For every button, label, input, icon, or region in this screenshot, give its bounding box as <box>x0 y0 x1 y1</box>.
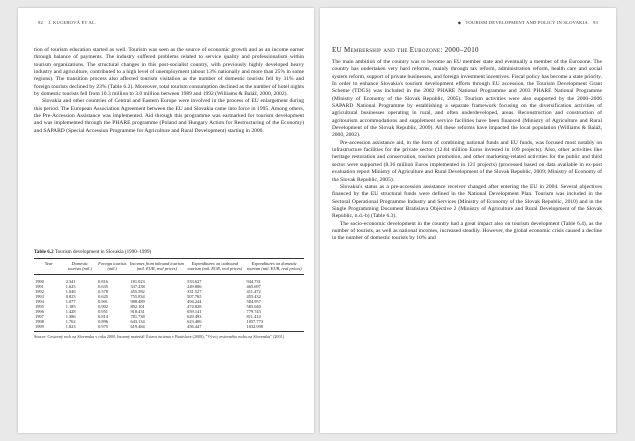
left-body-text <box>34 47 304 135</box>
table-cell: 0.635 <box>98 283 108 289</box>
table-header-outbound-expenditure: Expenditures on outbound tourism (mil. EUR, real prices) <box>185 259 244 275</box>
tourism-table-block <box>34 249 304 339</box>
table-row <box>34 324 304 332</box>
table-cell: 465.697 <box>246 283 261 289</box>
table-cell: 0.902 <box>98 303 108 309</box>
right-paragraph-4: The socio-economic development in the country had a great impact also on tourism development (Table 6.4), as the number of tourists, as well as national incomes, increased steadily. However, the global economic crisis caused a decline in the number of domestic tourists by 10% and <box>332 220 602 242</box>
right-paragraph-2: Pre-accession assistance aid, in the form of combining national funds and EU funds, was focused most notably on infrastructure facilities for the private sector (12.84 million Euros invested in 109 projects). Also, other activities like heritage restoration and conservation, tourism promotion, and other marketing-related activities for the public and third sector were supported (8.36 million Euros implemented in 121 projects) (processed based on data available in ex-post evaluation report Ministry of Agriculture and Rural Development of the Slovak Republic, 2009; Ministry of Economy of the Slovak Republic, 2005). <box>332 139 602 183</box>
running-head-right-text: TOURISM DEVELOPMENT AND POLICY IN SLOVAKIA <box>465 20 588 25</box>
table-cell: 0.814 <box>98 313 108 319</box>
table-cell: 455.582 <box>130 288 145 294</box>
table-cell: 337.238 <box>130 283 145 289</box>
table-cell: 1996 <box>35 308 44 314</box>
table-caption-label: Table 6.2 <box>34 249 54 255</box>
table-header-domestic: Domestic tourists (mil.) <box>64 259 96 275</box>
table-source: Source: Cestovný ruch na Slovensku v roku 2000. Inczený materiál Ústavu turizmu v Bratislave (2000); "Vývoj cestovného ruchu na Slovensku" (2001) <box>34 333 284 339</box>
table-cell: 1.823 <box>64 324 96 332</box>
right-paragraph-3: Slovakia's status as a pre-accession assistance receiver changed after entering the EU in 2004. Several objectives financed by the EU structural funds were defined in the National Development Plan. Tourism was included in the Sectoral Operational Programme Industry and Services (Ministry of Economy of the Slovak Republic, 2010) and in the Single Programming Document Bratislava Objective 2 (Ministry of Agriculture and Rural Development of the Slovak Republic, n.d.-b) (Table 6.3). <box>332 183 602 220</box>
table-cell: 1998 <box>35 318 44 324</box>
left-paragraph-2: Slovakia and other countries of Central and Eastern Europe were involved in the process of EU enlargement during this period. The European Association Agreement between the EU and Slovakia came into force in 1995. Among others, the Pre-Accession Assistance was implemented. Aid through this programme was earmarked for tourism development and was implemented through the PHARE programme (Poland and Hungary Action for Restructuring of the Economy) and SAPARD (Special Accession Programme for Agriculture and Rural Development) starting in 2000. <box>34 98 304 134</box>
table-cell: 0.901 <box>98 298 108 304</box>
bullet-icon: ◆ <box>457 20 462 25</box>
table-cell: 1.185 <box>65 303 76 309</box>
table-cell: 1.077 <box>65 298 76 304</box>
table-row <box>34 274 304 284</box>
table-caption-text: Tourism development in Slovakia (1990–1999) <box>54 249 152 255</box>
section-heading: EU Membership and the Eurozone: 2000–2010 <box>332 46 479 54</box>
table-cell: 1.386 <box>65 313 76 319</box>
table-cell: 1992 <box>35 288 44 294</box>
table-cell: 533.627 <box>187 278 202 284</box>
table-cell: 811.414 <box>246 313 261 319</box>
table-cell: 0.816 <box>98 278 108 284</box>
table-cell: 781.738 <box>130 313 145 319</box>
table-header-domestic-expenditure: Expenditures on domestic tourism (mil. EUR, real prices) <box>245 259 304 275</box>
table-header-inbound-income: Incomes from inbound tourism (mil. EUR, real prices) <box>128 259 185 275</box>
table-cell: 1990 <box>35 278 44 284</box>
table-cell: 474.828 <box>187 303 202 309</box>
table-cell: 629.493 <box>187 313 202 319</box>
table-cell: 1991 <box>35 283 44 289</box>
table-cell: 1993 <box>35 293 44 299</box>
table-cell: 494.244 <box>187 298 202 304</box>
table-cell: 643.134 <box>130 318 145 324</box>
table-cell: 892.101 <box>130 303 145 309</box>
page-number-right: 93 <box>593 20 598 25</box>
table-cell: 411.472 <box>246 288 261 294</box>
table-cell: 0.975 <box>96 324 128 332</box>
table-cell: 1999 <box>34 324 64 332</box>
table-header-foreign: Foreign tourists (mil.) <box>96 259 128 275</box>
table-cell: 659.141 <box>187 308 202 314</box>
table-header-year: Year <box>34 259 64 275</box>
table-cell: 988.489 <box>130 298 145 304</box>
table-cell: 331.527 <box>187 288 202 294</box>
table-cell: 1.428 <box>65 308 76 314</box>
table-cell: 1995 <box>35 303 44 309</box>
running-head-left-text: J. KUCEROVÁ ET AL. <box>48 20 97 25</box>
table-cell: 918.431 <box>130 308 145 314</box>
table-cell: 619.484 <box>128 324 185 332</box>
table-cell: 755.834 <box>130 293 145 299</box>
table-cell: 0.823 <box>65 293 76 299</box>
table-cell: 455.432 <box>246 293 261 299</box>
table-cell: 585.040 <box>246 303 261 309</box>
right-paragraph-1: The main ambition of the country was to become an EU member state and eventually a member of the Eurozone. The country has undertaken very hard reforms, mainly through tax reform, administration reform, health care and social system reform, support of private businesses, and foreign investment incentives. Fiscal policy has become a state priority. In order to enhance Slovakia's tourism development efforts through EU accession, the Tourism Development Grant Scheme (TDGS) was included in the 2002 PHARE National Programme and 2003 PHARE National Programme (Ministry of Economy of the Slovak Republic, 2005). Tourism activities were also supported by the 2000–2006 SAPARD National Programme by establishing a separate framework focusing on the diversification activities of agricultural businesses operating in rural, and often underdeveloped, areas. Reconstruction and construction of agritourism accommodations and supplement service facilities have been financed (Ministry of Agriculture and Rural Development of the Slovak Republic, 2009). All these reforms have impacted the local population (Williams & Baláž, 2000, 2002). <box>332 59 602 139</box>
left-page <box>18 8 314 433</box>
table-cell: 1994 <box>35 298 44 304</box>
table-cell: 1032.990 <box>245 324 304 332</box>
table-cell: 0.951 <box>98 308 108 314</box>
table-caption <box>34 249 304 255</box>
table-cell: 0.578 <box>98 288 108 294</box>
table-cell: 1.046 <box>65 288 76 294</box>
table-cell: 456.447 <box>185 324 244 332</box>
table-cell: 1997 <box>35 313 44 319</box>
table-cell: 1057.773 <box>246 318 264 324</box>
table-cell: 507.765 <box>187 293 202 299</box>
right-body-text <box>332 59 602 243</box>
table-header-row <box>34 259 304 275</box>
running-head-right <box>458 20 602 25</box>
table-cell: 1.625 <box>65 283 76 289</box>
left-paragraph-1: tion of tourism education started as well. Tourism was seen as the source of economic growth and as an income earner through balance of payments. The industry suffered problems related to service quality and professionalism within tourism organizations. The structural changes in this post-socialist country, with previously highly developed heavy industry and agriculture, contributed to a high level of unemployment (about 13% nationally and more than 25% in some regions). The transition process also affected tourism visitation as the number of domestic tourists fell by 31% and foreign tourists declined by 23% (Table 6.2). Moreover, total tourism consumption declined as the number of hotel nights by domestic tourists fell from 10.3 million to 3.0 million between 1989 and 1992 (Williams & Baláž, 2000, 2002). <box>34 47 304 98</box>
table-cell: 249.806 <box>187 283 202 289</box>
table-cell: 584.957 <box>246 298 261 304</box>
table-cell: 0.625 <box>98 293 108 299</box>
table-cell: 623.406 <box>187 318 202 324</box>
right-page <box>320 8 616 433</box>
page-number-left: 92 <box>38 20 43 25</box>
table-body <box>34 274 304 331</box>
tourism-table <box>34 258 304 332</box>
table-cell: 181.023 <box>130 278 145 284</box>
table-cell: 2.341 <box>65 278 76 284</box>
table-cell: 944.731 <box>246 278 261 284</box>
table-cell: 1.762 <box>65 318 76 324</box>
running-head-left <box>34 20 96 25</box>
table-cell: 779.743 <box>246 308 261 314</box>
table-cell: 0.896 <box>98 318 108 324</box>
